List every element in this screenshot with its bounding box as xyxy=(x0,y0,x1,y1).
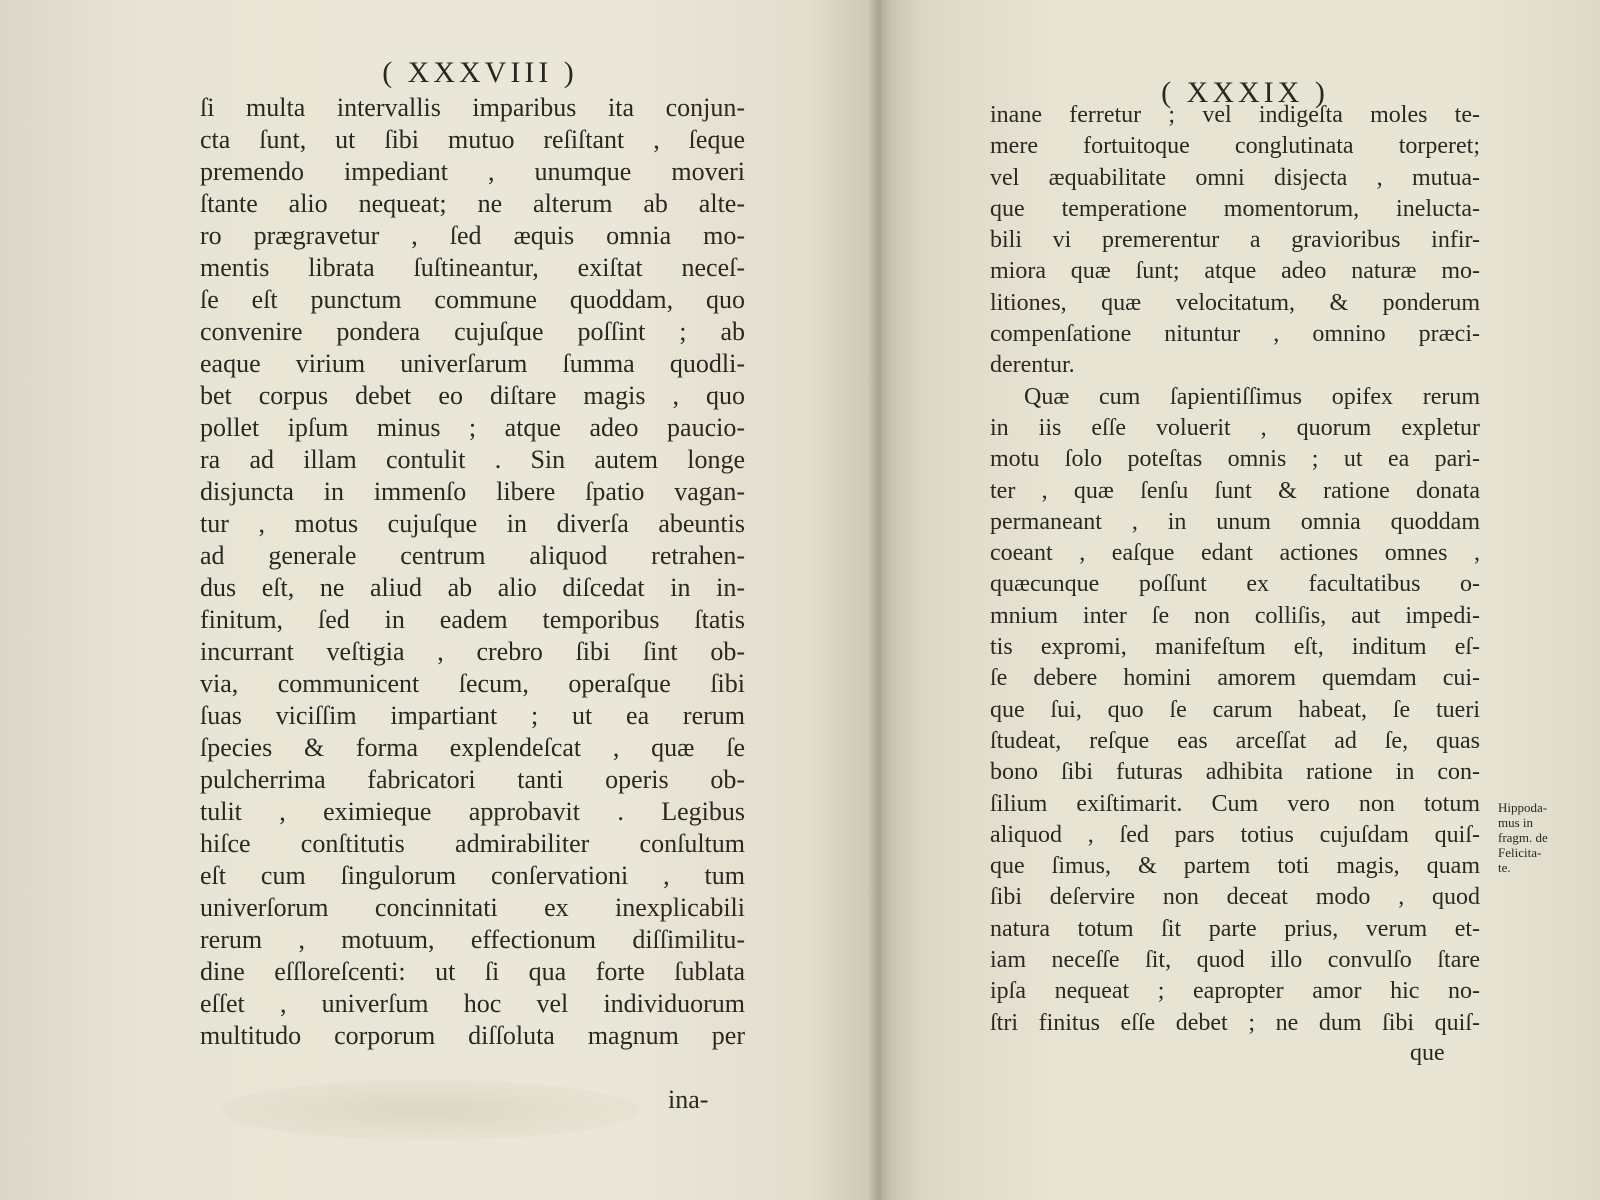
text-line: univerſorum concinnitati ex inexplicabili xyxy=(200,893,745,922)
text-line: finitum, ſed in eadem temporibus ſtatis xyxy=(200,605,745,634)
text-line: coeant , eaſque edant actiones omnes , xyxy=(990,540,1480,567)
right-catchword: que xyxy=(1410,1040,1445,1066)
text-line: ſtudeat, reſque eas arceſſat ad ſe, quas xyxy=(990,727,1480,754)
text-line: tulit , eximieque approbavit . Legibus xyxy=(200,797,745,826)
text-line: ter , quæ ſenſu ſunt & ratione donata xyxy=(990,477,1480,504)
text-line: ſe debere homini amorem quemdam cui- xyxy=(990,665,1480,692)
text-line: inane ferretur ; vel indigeſta moles te- xyxy=(990,102,1480,128)
text-line: ſibi deſervire non deceat modo , quod xyxy=(990,884,1480,911)
text-line: quæcunque poſſunt ex facultatibus o- xyxy=(990,571,1480,598)
text-line: mere fortuitoque conglutinata torperet; xyxy=(990,133,1480,160)
text-line: ro prægravetur , ſed æquis omnia mo- xyxy=(200,221,745,250)
book-gutter xyxy=(868,0,892,1200)
text-line: vel æquabilitate omni disjecta , mutua- xyxy=(990,164,1480,191)
left-page-number: ( XXXVIII ) xyxy=(382,56,578,89)
text-line: mentis librata ſuſtineantur, exiſtat neceſ- xyxy=(200,253,745,282)
text-line: in iis eſſe voluerit , quorum expletur xyxy=(990,414,1480,441)
text-line: disjuncta in immenſo libere ſpatio vagan- xyxy=(200,477,745,506)
text-line: iam neceſſe ſit, quod illo convulſo ſtare xyxy=(990,947,1480,974)
marginal-note-line: te. xyxy=(1498,860,1511,875)
marginal-note-line: fragm. de xyxy=(1498,830,1548,845)
text-line: bono ſibi futuras adhibita ratione in con- xyxy=(990,759,1480,786)
text-line: bet corpus debet eo diſtare magis , quo xyxy=(200,381,745,410)
text-line: ſuas viciſſim impartiant ; ut ea rerum xyxy=(200,701,745,730)
text-line: que ſimus, & partem toti magis, quam xyxy=(990,853,1480,880)
text-line: ſpecies & forma explendeſcat , quæ ſe xyxy=(200,733,745,762)
text-line: ipſa nequeat ; eapropter amor hic no- xyxy=(990,978,1480,1005)
text-line: dus eſt, ne aliud ab alio diſcedat in in- xyxy=(200,573,745,602)
text-line: eſt cum ſingulorum conſervationi , tum xyxy=(200,861,745,890)
text-line: tur , motus cujuſque in diverſa abeuntis xyxy=(200,509,745,538)
left-page-text xyxy=(200,92,745,1052)
text-line: miora quæ ſunt; atque adeo naturæ mo- xyxy=(990,258,1480,285)
text-line: ad generale centrum aliquod retrahen- xyxy=(200,541,745,570)
marginal-note-line: mus in xyxy=(1498,815,1534,830)
text-line: ſi multa intervallis imparibus ita conjun- xyxy=(200,93,745,122)
text-line: motu ſolo poteſtas omnis ; ut ea pari- xyxy=(990,446,1480,473)
left-catchword: ina- xyxy=(668,1085,709,1114)
text-line: ſilium exiſtimarit. Cum vero non totum xyxy=(990,790,1480,817)
text-line: pulcherrima fabricatori tanti operis ob- xyxy=(200,765,745,794)
page-stain xyxy=(220,1080,640,1140)
text-line: derentur. xyxy=(990,352,1075,379)
text-line: que temperatione momentorum, inelucta- xyxy=(990,195,1480,222)
text-line: mnium inter ſe non colliſis, aut impedi- xyxy=(990,602,1480,629)
text-line: pollet ipſum minus ; atque adeo paucio- xyxy=(200,413,745,442)
text-line: aliquod , ſed pars totius cujuſdam quiſ- xyxy=(990,821,1480,848)
text-line: rerum , motuum, effectionum diſſimilitu- xyxy=(200,925,745,954)
right-page-number: ( XXXIX ) xyxy=(1161,76,1329,109)
text-line: ſtri finitus eſſe debet ; ne dum ſibi quiſ- xyxy=(990,1009,1480,1036)
text-line: eſſet , univerſum hoc vel individuorum xyxy=(200,989,745,1018)
text-line: que ſui, quo ſe carum habeat, ſe tueri xyxy=(990,696,1480,723)
marginal-note-line: Felicita- xyxy=(1498,845,1542,860)
text-line: ra ad illam contulit . Sin autem longe xyxy=(200,445,745,474)
text-line: litiones, quæ velocitatum, & ponderum xyxy=(990,289,1480,316)
text-line: natura totum ſit parte prius, verum et- xyxy=(990,915,1480,942)
marginal-note-line: Hippoda- xyxy=(1498,800,1548,815)
text-line: cta ſunt, ut ſibi mutuo reſiſtant , ſeque xyxy=(200,125,745,154)
text-line: convenire pondera cujuſque poſſint ; ab xyxy=(200,317,745,346)
text-line: permaneant , in unum omnia quoddam xyxy=(990,508,1480,535)
marginal-note xyxy=(1498,800,1578,875)
text-line: ſe eſt punctum commune quoddam, quo xyxy=(200,285,745,314)
text-line: Quæ cum ſapientiſſimus opifex rerum xyxy=(1024,383,1480,410)
text-line: via, communicent ſecum, operaſque ſibi xyxy=(200,669,745,698)
text-line: ſtante alio nequeat; ne alterum ab alte- xyxy=(200,189,745,218)
text-line: dine eſſloreſcenti: ut ſi qua forte ſublata xyxy=(200,957,745,986)
text-line: eaque virium univerſarum ſumma quodli- xyxy=(200,349,745,378)
text-line: compenſatione nituntur , omnino præci- xyxy=(990,321,1480,348)
right-page-text xyxy=(990,100,1480,1039)
text-line: premendo impediant , unumque moveri xyxy=(200,157,745,186)
text-line: tis expromi, manifeſtum eſt, inditum eſ- xyxy=(990,634,1480,661)
text-line: hiſce conſtitutis admirabiliter conſultum xyxy=(200,829,745,858)
text-line: bili vi premerentur a gravioribus infir- xyxy=(990,227,1480,254)
text-line: multitudo corporum diſſoluta magnum per xyxy=(200,1021,745,1050)
text-line: incurrant veſtigia , crebro ſibi ſint ob- xyxy=(200,637,745,666)
